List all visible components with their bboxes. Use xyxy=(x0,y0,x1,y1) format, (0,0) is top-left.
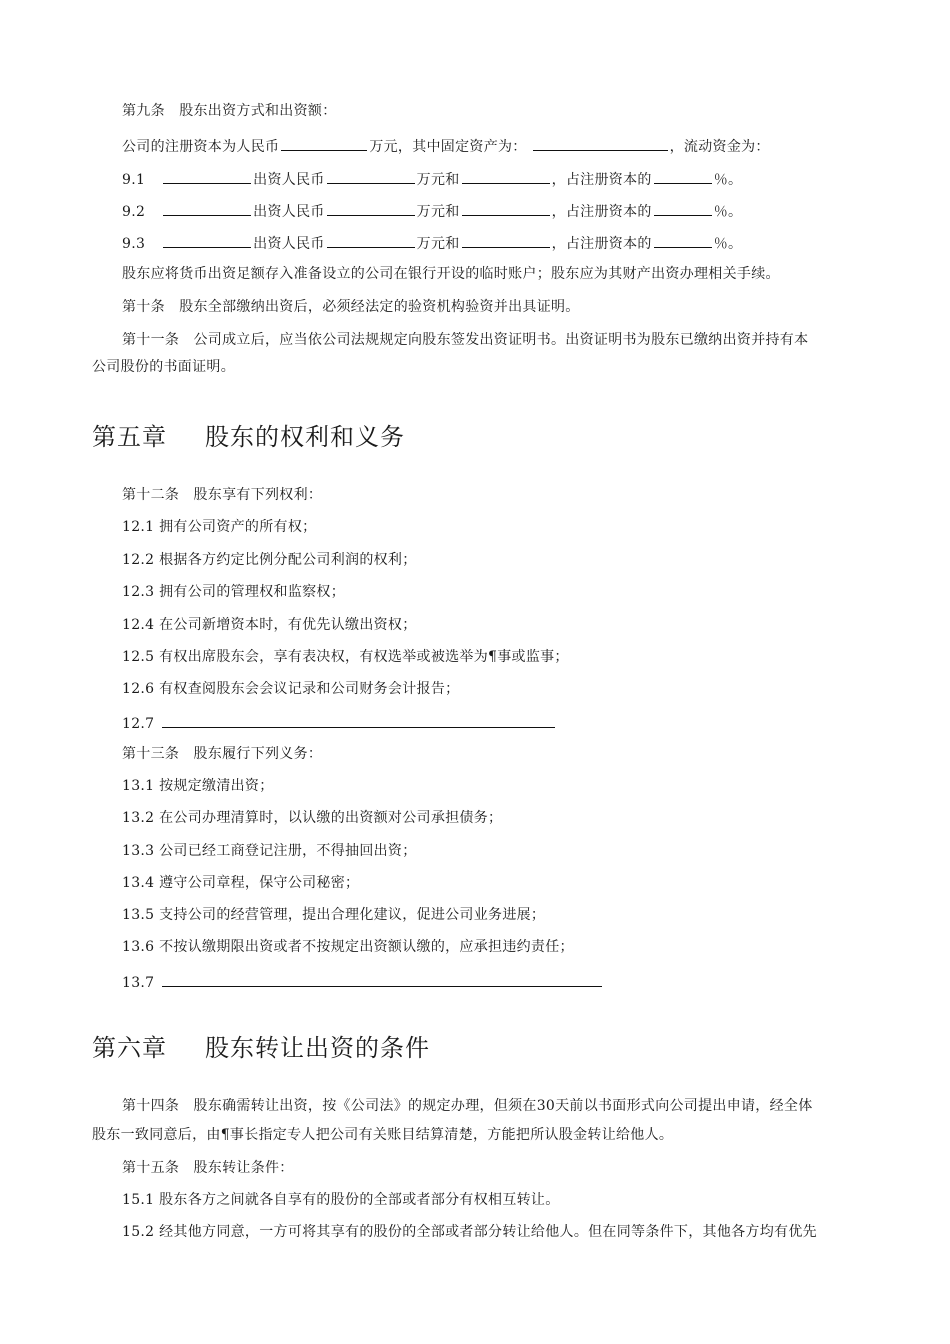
chapter-5-title xyxy=(92,422,405,452)
item-number: 9.2 xyxy=(122,204,146,220)
item-number: 12.7 xyxy=(122,716,155,732)
item-text-a: 出资人民币 xyxy=(253,236,325,252)
item-text-b: 万元和 xyxy=(416,172,460,188)
contribution-item-9-1 xyxy=(122,168,742,189)
article-15-item: 15.2 经其他方同意，一方可将其享有的股份的全部或者部分转让给他人。但在同等条件下，其他各方均有优先 xyxy=(122,1224,817,1240)
shareholder-blank xyxy=(163,232,251,248)
shareholder-blank xyxy=(163,200,251,216)
right-item: 12.2 根据各方约定比例分配公司利润的权利； xyxy=(122,552,417,568)
article-11-line-1: 第十一条 公司成立后，应当依公司法规规定向股东签发出资证明书。出资证明书为股东已缴纳出资并持有本 xyxy=(122,332,809,348)
chapter-name: 股东的权利和义务 xyxy=(205,423,405,451)
fill-in-blank xyxy=(162,712,555,728)
chapter-6-title xyxy=(92,1033,430,1063)
asset-blank xyxy=(462,232,550,248)
article-15-item: 15.1 股东各方之间就各自享有的股份的全部或者部分有权相互转让。 xyxy=(122,1192,560,1208)
item-number: 9.3 xyxy=(122,236,146,252)
right-item: 12.3 拥有公司的管理权和监察权； xyxy=(122,584,346,600)
right-item-blank xyxy=(122,712,557,733)
fill-in-blank xyxy=(162,971,602,987)
contribution-item-9-3 xyxy=(122,232,742,253)
item-text-a: 出资人民币 xyxy=(253,172,325,188)
item-text-a: 出资人民币 xyxy=(253,204,325,220)
item-text-b: 万元和 xyxy=(416,236,460,252)
right-item: 12.5 有权出席股东会，享有表决权，有权选举或被选举为¶事或监事； xyxy=(122,649,569,665)
item-text-d: ％。 xyxy=(713,172,743,188)
amount-blank xyxy=(327,232,415,248)
duty-item: 13.4 遵守公司章程，保守公司秘密； xyxy=(122,875,360,891)
article-13-heading: 第十三条 股东履行下列义务： xyxy=(122,746,323,762)
registered-capital-line xyxy=(122,135,770,156)
capital-text-a: 公司的注册资本为人民币 xyxy=(122,139,280,155)
article-10: 第十条 股东全部缴纳出资后，必须经法定的验资机构验资并出具证明。 xyxy=(122,299,580,315)
capital-text-b: 万元，其中固定资产为： xyxy=(369,139,527,155)
contribution-item-9-2 xyxy=(122,200,742,221)
item-text-b: 万元和 xyxy=(416,204,460,220)
article-9-heading: 第九条 股东出资方式和出资额： xyxy=(122,103,337,119)
chapter-name: 股东转让出资的条件 xyxy=(205,1034,430,1062)
duty-item: 13.2 在公司办理清算时，以认缴的出资额对公司承担债务； xyxy=(122,810,503,826)
item-text-c: ，占注册资本的 xyxy=(551,172,652,188)
item-text-c: ，占注册资本的 xyxy=(551,204,652,220)
right-item: 12.1 拥有公司资产的所有权； xyxy=(122,519,317,535)
article-14-line-2: 股东一致同意后，由¶事长指定专人把公司有关账目结算清楚，方能把所认股金转让给他人。 xyxy=(92,1127,674,1143)
percent-blank xyxy=(654,232,712,248)
duty-item: 13.3 公司已经工商登记注册，不得抽回出资； xyxy=(122,843,417,859)
article-14-line-1: 第十四条 股东确需转让出资，按《公司法》的规定办理，但须在30天前以书面形式向公司提出申请，经全体 xyxy=(122,1098,813,1114)
item-text-d: ％。 xyxy=(713,236,743,252)
capital-text-c: ，流动资金为： xyxy=(669,139,770,155)
duty-item: 13.1 按规定缴清出资； xyxy=(122,778,274,794)
duty-item-blank xyxy=(122,971,604,992)
chapter-number: 第六章 xyxy=(92,1034,167,1062)
shareholder-blank xyxy=(163,168,251,184)
article-9-note: 股东应将货币出资足额存入准备设立的公司在银行开设的临时账户；股东应为其财产出资办理相关手续。 xyxy=(122,266,780,282)
fixed-assets-blank xyxy=(533,135,668,151)
item-text-d: ％。 xyxy=(713,204,743,220)
asset-blank xyxy=(462,200,550,216)
percent-blank xyxy=(654,168,712,184)
chapter-number: 第五章 xyxy=(92,423,167,451)
article-12-heading: 第十二条 股东享有下列权利： xyxy=(122,487,323,503)
right-item: 12.4 在公司新增资本时，有优先认缴出资权； xyxy=(122,617,417,633)
capital-amount-blank xyxy=(281,135,367,151)
item-number: 13.7 xyxy=(122,975,155,991)
article-11-line-2: 公司股份的书面证明。 xyxy=(92,359,235,375)
duty-item: 13.5 支持公司的经营管理，提出合理化建议，促进公司业务进展； xyxy=(122,907,546,923)
right-item: 12.6 有权查阅股东会会议记录和公司财务会计报告； xyxy=(122,681,460,697)
amount-blank xyxy=(327,168,415,184)
percent-blank xyxy=(654,200,712,216)
item-number: 9.1 xyxy=(122,172,146,188)
item-text-c: ，占注册资本的 xyxy=(551,236,652,252)
duty-item: 13.6 不按认缴期限出资或者不按规定出资额认缴的，应承担违约责任； xyxy=(122,939,574,955)
amount-blank xyxy=(327,200,415,216)
asset-blank xyxy=(462,168,550,184)
article-15-heading: 第十五条 股东转让条件： xyxy=(122,1160,294,1176)
